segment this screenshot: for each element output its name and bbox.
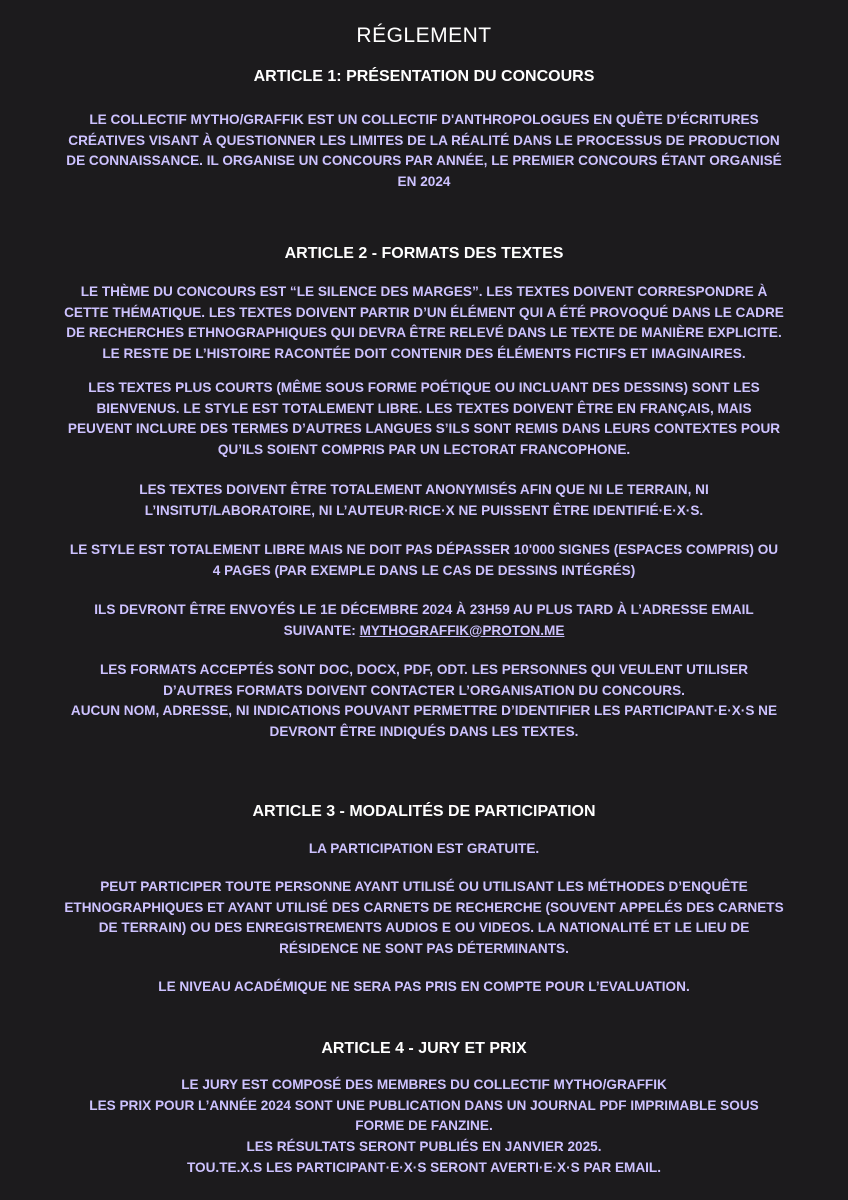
text-line: AUCUN NOM, ADRESSE, NI INDICATIONS POUVANT PERMETTRE D’IDENTIFIER LES PARTICIPANT·E·X·S NE [70,703,778,719]
article-1-paragraph-1 [40,110,808,193]
article-2-paragraph-4 [40,540,808,581]
text-line: CRÉATIVES VISANT À QUESTIONNER LES LIMITES DE LA RÉALITÉ DANS LE PROCESSUS DE PRODUCTION [68,132,780,148]
article-3-paragraph-2 [40,877,808,960]
text-line: LES RÉSULTATS SERONT PUBLIÉS EN JANVIER 2025. [246,1139,602,1155]
article-4-paragraph-1 [40,1075,808,1179]
text-line: PEUVENT INCLURE DES TERMES D’AUTRES LANGUES S’ILS SONT REMIS DANS LEURS CONTEXTES POUR [67,421,781,437]
text-line: LE JURY EST COMPOSÉ DES MEMBRES DU COLLECTIF MYTHO/GRAFFIK [181,1077,667,1092]
text-line: LES TEXTES PLUS COURTS (MÊME SOUS FORME POÉTIQUE OU INCLUANT DES DESSINS) SONT LES [88,380,760,395]
text-line: D’AUTRES FORMATS DOIVENT CONTACTER L’ORGANISATION DU CONCOURS. [163,682,685,698]
text-line: DEVRONT ÊTRE INDIQUÉS DANS LES TEXTES. [269,724,579,740]
text-line: LES FORMATS ACCEPTÉS SONT DOC, DOCX, PDF, ODT. LES PERSONNES QUI VEULENT UTILISER [99,662,749,677]
text-line: QU’ILS SOIENT COMPRIS PAR UN LECTORAT FRANCOPHONE. [217,442,631,458]
text-line: LES PRIX POUR L’ANNÉE 2024 SONT UNE PUBLICATION DANS UN JOURNAL PDF IMPRIMABLE SOUS [89,1097,759,1113]
article-3-paragraph-1 [40,839,808,860]
text-line: PEUT PARTICIPER TOUTE PERSONNE AYANT UTILISÉ OU UTILISANT LES MÉTHODES D’ENQUÊTE [100,879,748,894]
article-1-heading: ARTICLE 1: PRÉSENTATION DU CONCOURS [253,68,595,85]
article-2-paragraph-6 [40,660,808,743]
text-line: EN 2024 [397,174,451,190]
text-line: DE TERRAIN) OU DES ENREGISTREMENTS AUDIOS E OU VIDEOS. LA NATIONALITÉ ET LE LIEU DE [98,920,750,936]
text-line: ETHNOGRAPHIQUES ET AYANT UTILISÉ DES CARNETS DE RECHERCHE (SOUVENT APPELÉS DES CARNETS [64,899,784,915]
text-line: BIENVENUS. LE STYLE EST TOTALEMENT LIBRE. LES TEXTES DOIVENT ÊTRE EN FRANÇAIS, MAIS [96,400,752,416]
article-3-paragraph-3 [40,977,808,998]
text-line: L’INSITUT/LABORATOIRE, NI L’AUTEUR·RICE·X NE PUISSENT ÊTRE IDENTIFIÉ·E·X·S. [144,502,704,518]
email-prefix: SUIVANTE: [283,622,360,638]
text-line: DE CONNAISSANCE. IL ORGANISE UN CONCOURS PAR ANNÉE, LE PREMIER CONCOURS ÉTANT ORGANISÉ [66,153,782,169]
text-line: LA PARTICIPATION EST GRATUITE. [308,841,540,856]
text-line: LE RESTE DE L’HISTOIRE RACONTÉE DOIT CONTENIR DES ÉLÉMENTS FICTIFS ET IMAGINAIRES. [102,346,746,362]
text-line: LE NIVEAU ACADÉMIQUE NE SERA PAS PRIS EN COMPTE POUR L’EVALUATION. [158,979,690,994]
article-2-paragraph-2 [40,378,808,461]
article-4-heading: ARTICLE 4 - JURY ET PRIX [321,1040,527,1057]
article-2-paragraph-1 [40,282,808,365]
text-line: RÉSIDENCE NE SONT PAS DÉTERMINANTS. [279,941,569,957]
text-line: FORME DE FANZINE. [355,1118,493,1134]
text-line: LE THÈME DU CONCOURS EST “LE SILENCE DES MARGES”. LES TEXTES DOIVENT CORRESPONDRE À [80,284,768,299]
text-line: TOU.TE.X.S LES PARTICIPANT·E·X·S SERONT AVERTI·E·X·S PAR EMAIL. [186,1159,662,1175]
text-line: 4 PAGES (PAR EXEMPLE DANS LE CAS DE DESSINS INTÉGRÉS) [212,562,636,578]
text-line: DE RECHERCHES ETHNOGRAPHIQUES QUI DEVRA ÊTRE RELEVÉ DANS LE TEXTE DE MANIÈRE EXPLICITE. [66,325,782,341]
text-line: ILS DEVRONT ÊTRE ENVOYÉS LE 1E DÉCEMBRE 2024 À 23H59 AU PLUS TARD À L’ADRESSE EMAIL [94,602,754,617]
text-line: CETTE THÉMATIQUE. LES TEXTES DOIVENT PARTIR D’UN ÉLÉMENT QUI A ÉTÉ PROVOQUÉ DANS LE CADRE [64,304,784,320]
text-line: LE STYLE EST TOTALEMENT LIBRE MAIS NE DOIT PAS DÉPASSER 10'000 SIGNES (ESPACES COMPRIS) OU [69,542,779,557]
page-title: RÉGLEMENT [356,24,492,47]
article-2-heading: ARTICLE 2 - FORMATS DES TEXTES [284,245,564,262]
text-line: LE COLLECTIF MYTHO/GRAFFIK EST UN COLLECTIF D'ANTHROPOLOGUES EN QUÊTE D’ÉCRITURES [89,112,759,127]
article-3-heading: ARTICLE 3 - MODALITÉS DE PARTICIPATION [252,803,596,820]
article-2-paragraph-3 [40,480,808,521]
article-2-paragraph-5 [40,600,808,641]
text-line [40,621,808,642]
text-line: LES TEXTES DOIVENT ÊTRE TOTALEMENT ANONYMISÉS AFIN QUE NI LE TERRAIN, NI [139,482,709,497]
email-link[interactable]: MYTHOGRAFFIK@PROTON.ME [359,622,565,638]
